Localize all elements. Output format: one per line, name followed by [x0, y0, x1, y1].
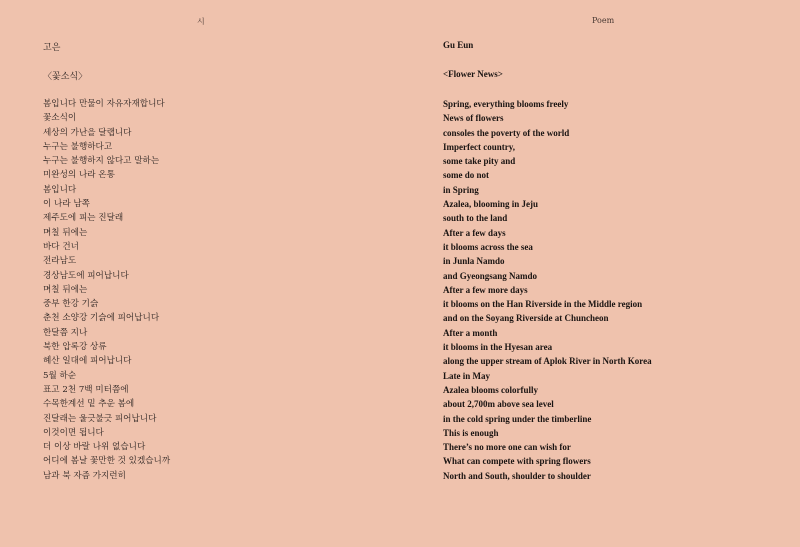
poem-line: and Gyeongsang Namdo	[443, 270, 538, 281]
poem-line: south to the land	[443, 213, 508, 224]
poem-line: it blooms across the sea	[443, 241, 533, 252]
poem-line: in Junla Namdo	[443, 256, 505, 267]
poem-line: 수목한계선 밑 추운 봄에	[43, 399, 135, 410]
poem-title: <Flower News>	[443, 69, 503, 79]
poem-line: 누구는 불행하다고	[43, 141, 113, 152]
poem-line: 표고 2천 7백 미터쯤에	[43, 384, 129, 395]
poem-line: News of flowers	[443, 113, 504, 124]
poem-title: 〈꽃소식〉	[43, 72, 88, 82]
poem-line: consoles the poverty of the world	[443, 127, 570, 138]
poem-line: it blooms on the Han Riverside in the Middle region	[443, 299, 643, 310]
poem-line: After a month	[443, 327, 498, 338]
poem-line: 어디에 봄날 꽃만한 것 있겠습니까	[43, 456, 171, 467]
poem-lines	[43, 97, 170, 483]
poem-line: 경상남도에 피어납니다	[43, 270, 129, 281]
poem-line: 이 나라 남쪽	[43, 199, 90, 210]
poem-line: 봄입니다	[43, 184, 77, 195]
poem-line: Spring, everything blooms freely	[443, 99, 569, 109]
page-header: Poem	[592, 16, 615, 25]
poem-line: 미완성의 나라 온통	[43, 170, 115, 181]
page-header: 시	[197, 17, 205, 26]
poem-line: 꽃소식이	[43, 113, 77, 124]
poem-line: What can compete with spring flowers	[443, 456, 591, 467]
poem-line: Azalea blooms colorfully	[443, 384, 538, 395]
poem-line: There’s no more one can wish for	[443, 442, 571, 453]
poem-line: along the upper stream of Aplok River in North Korea	[443, 356, 652, 367]
poem-line: about 2,700m above sea level	[443, 399, 554, 410]
english-page	[400, 0, 800, 547]
poem-line: some do not	[443, 170, 490, 181]
poem-line: 혜산 일대에 피어납니다	[43, 356, 132, 367]
poem-author: 고은	[43, 43, 61, 53]
poem-line: 남과 북 자즘 가지런히	[43, 470, 126, 481]
poem-line: 더 이상 바랄 나위 없습니다	[43, 442, 146, 453]
poem-line: in Spring	[443, 184, 479, 195]
poem-line: 중부 한강 기슭	[43, 299, 99, 310]
poem-line: This is enough	[443, 427, 499, 438]
poem-line: 세상의 가난을 달랩니다	[43, 127, 132, 138]
poem-line: 5월 하순	[43, 370, 77, 381]
poem-line: 제주도에 피는 진달래	[43, 213, 124, 224]
poem-line: 바다 건너	[43, 241, 79, 252]
poem-line: 진달래는 울긋불긋 피어납니다	[43, 413, 157, 424]
poem-line: North and South, shoulder to shoulder	[443, 470, 591, 481]
poem-line: 누구는 불행하지 않다고 말하는	[43, 156, 160, 167]
poem-line: 전라남도	[43, 256, 77, 267]
poem-line: 며칠 뒤에는	[43, 227, 88, 238]
poem-line: 북한 압록강 상류	[43, 342, 107, 353]
poem-line: in the cold spring under the timberline	[443, 413, 592, 424]
poem-line: Azalea, blooming in Jeju	[443, 199, 539, 210]
poem-line: 춘천 소양강 기슭에 피어납니다	[43, 313, 160, 324]
poem-line: 며칠 뒤에는	[43, 284, 88, 295]
poem-line: it blooms in the Hyesan area	[443, 342, 553, 353]
poem-line: and on the Soyang Riverside at Chuncheon	[443, 313, 609, 324]
poem-lines	[443, 97, 652, 483]
poem-author: Gu Eun	[443, 40, 474, 50]
poem-line: 이것이면 됩니다	[43, 427, 104, 438]
poem-line: Late in May	[443, 370, 490, 381]
poem-line: After a few more days	[443, 284, 528, 295]
poem-line: After a few days	[443, 227, 506, 238]
poem-line: some take pity and	[443, 156, 516, 167]
poem-line: 봄입니다 만물이 자유자재합니다	[43, 99, 165, 109]
poem-line: Imperfect country,	[443, 141, 515, 152]
poem-line: 한달쯤 지나	[43, 327, 88, 338]
